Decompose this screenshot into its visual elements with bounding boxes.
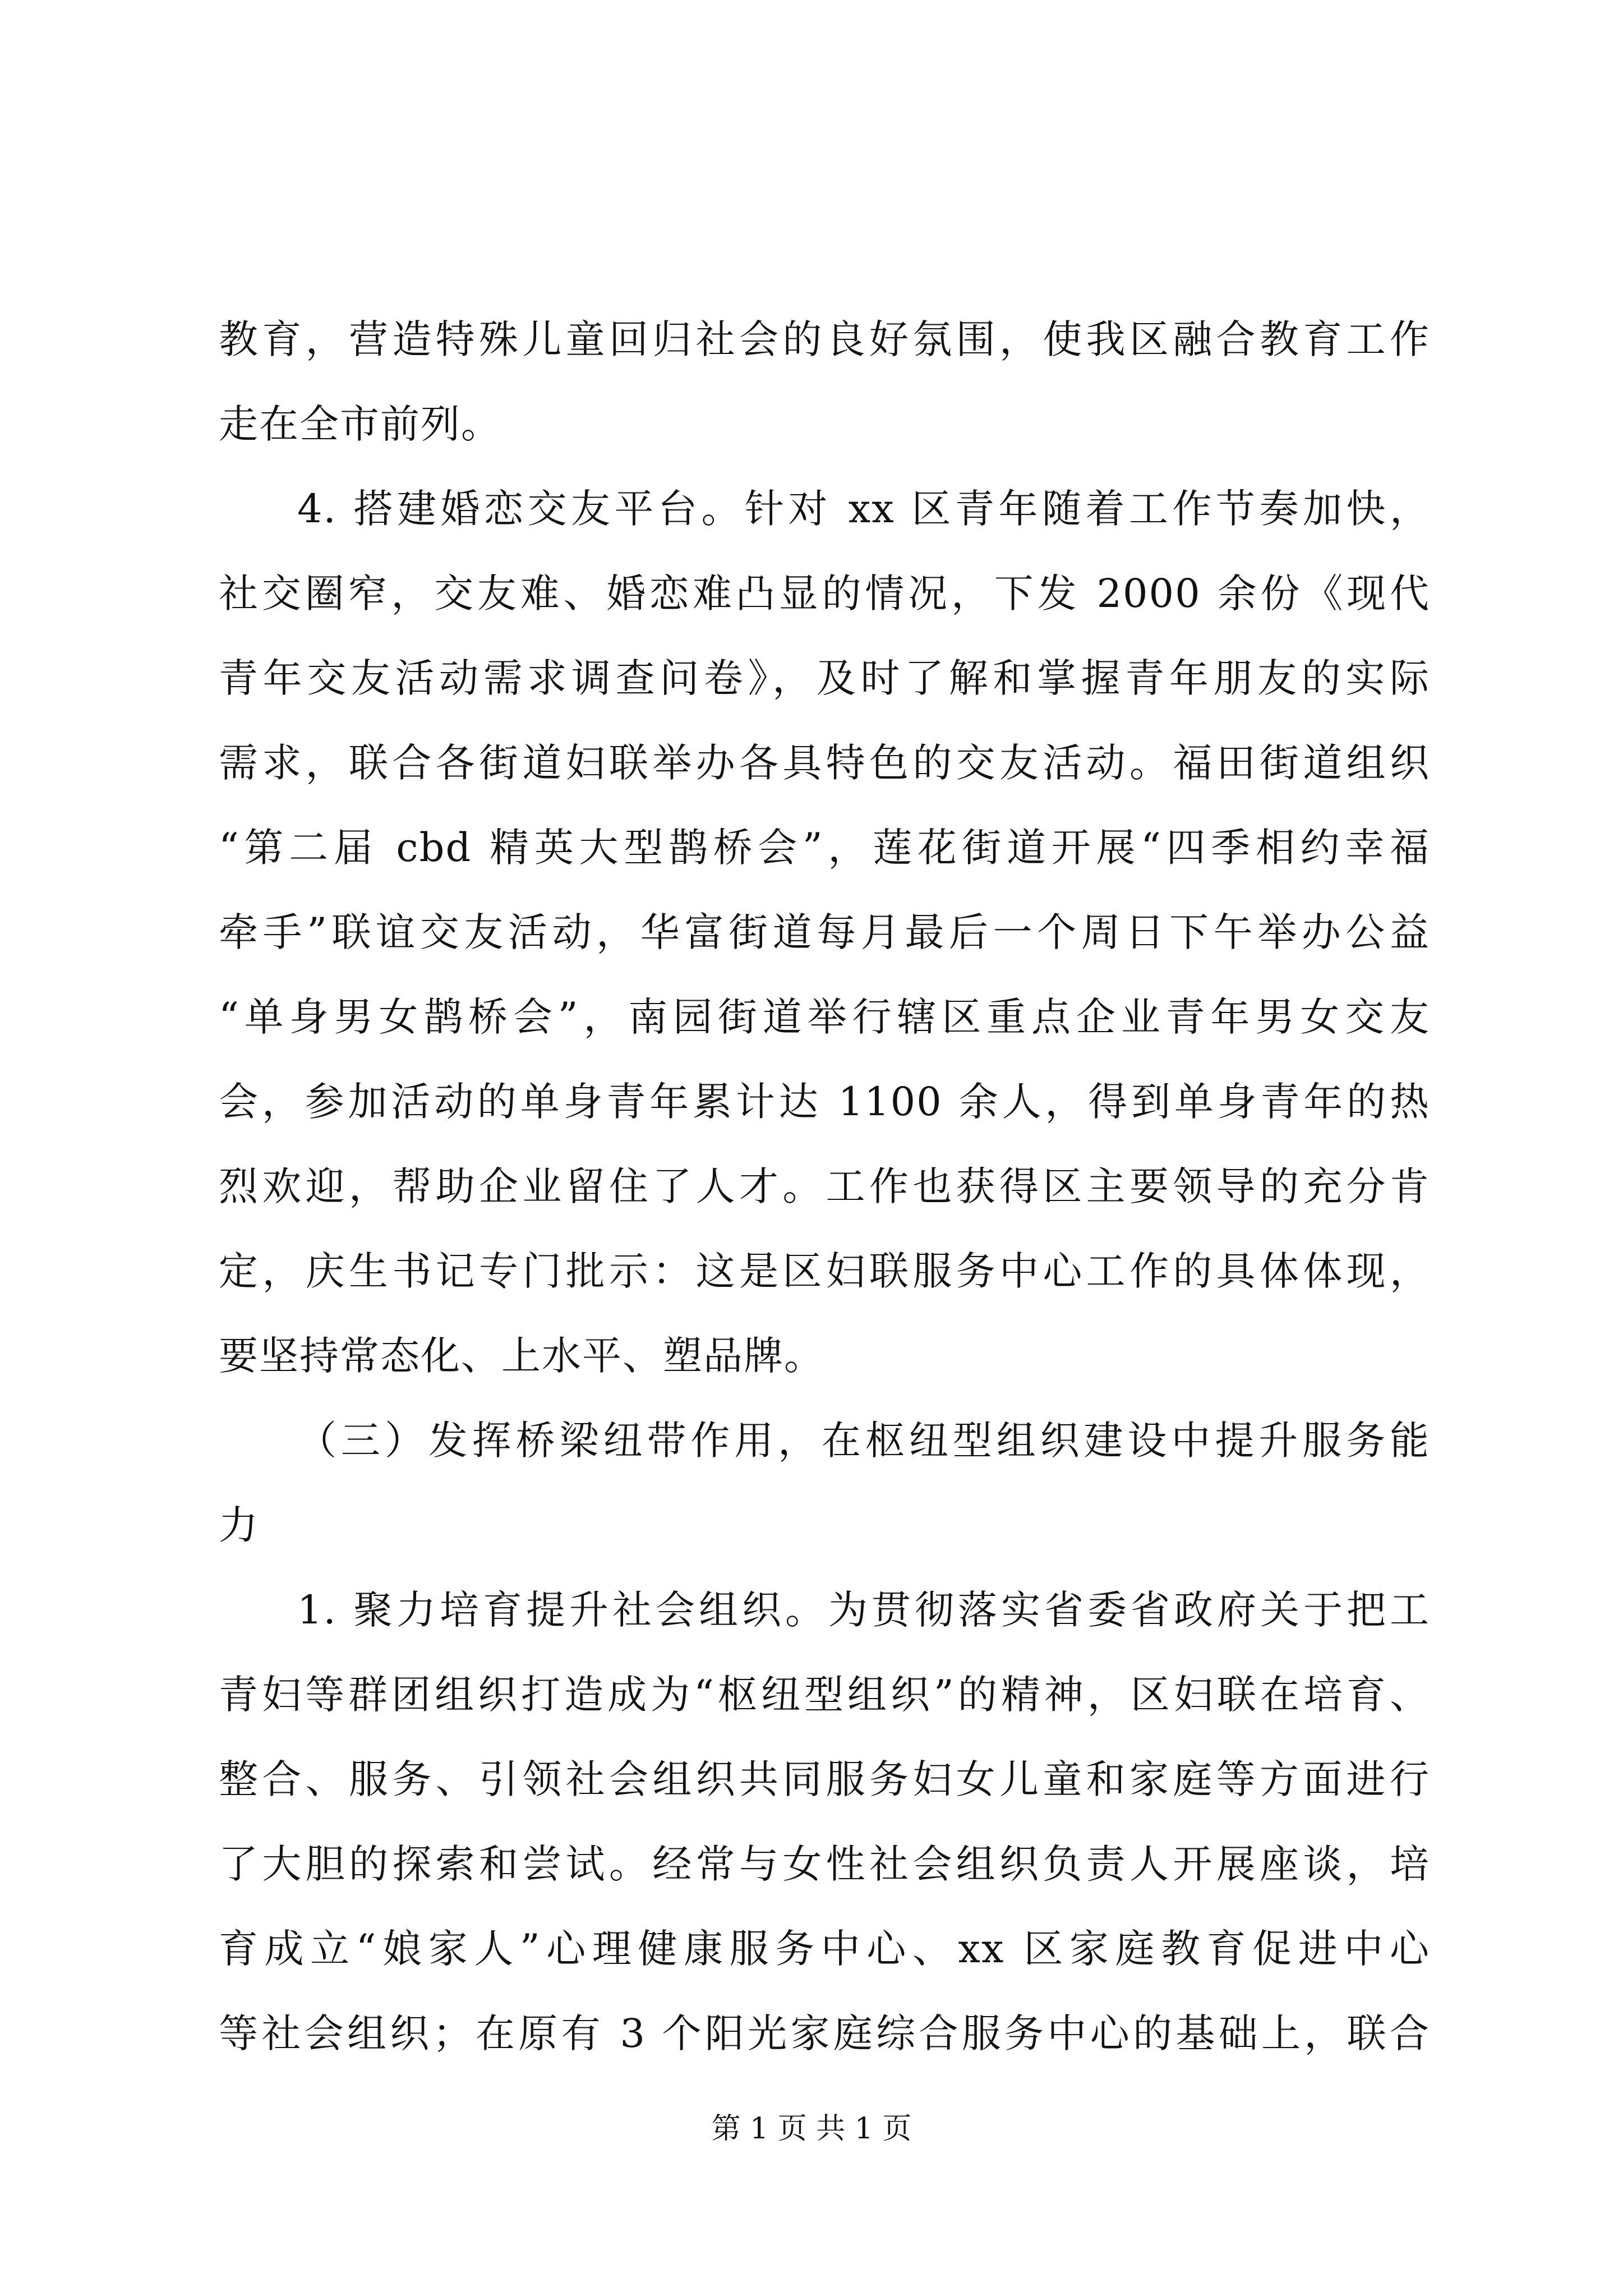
text-line: 了大胆的探索和尝试。经常与女性社会组织负责人开展座谈，培 [219, 1841, 1430, 1887]
text-line: 青年交友活动需求调查问卷》，及时了解和掌握青年朋友的实际 [219, 655, 1430, 701]
text-line: 育成立“娘家人”心理健康服务中心、xx 区家庭教育促进中心 [219, 1926, 1430, 1972]
section-heading-continued: 力 [219, 1502, 259, 1548]
text-line: 社交圈窄，交友难、婚恋难凸显的情况，下发 2000 余份《现代 [219, 570, 1430, 616]
text-line: 青妇等群团组织打造成为“枢纽型组织”的精神，区妇联在培育、 [219, 1672, 1430, 1718]
text-line: 走在全市前列。 [219, 401, 501, 447]
section-heading: （三）发挥桥梁纽带作用，在枢纽型组织建设中提升服务能 [297, 1418, 1430, 1464]
text-line: 教育，营造特殊儿童回归社会的良好氛围，使我区融合教育工作 [219, 316, 1430, 362]
text-line: 定，庆生书记专门批示：这是区妇联服务中心工作的具体体现， [219, 1248, 1430, 1294]
text-line: 要坚持常态化、上水平、塑品牌。 [219, 1333, 824, 1379]
text-line: 会，参加活动的单身青年累计达 1100 余人，得到单身青年的热 [219, 1079, 1430, 1125]
text-line: 烈欢迎，帮助企业留住了人才。工作也获得区主要领导的充分肯 [219, 1163, 1430, 1209]
paragraph-start-line: 4. 搭建婚恋交友平台。针对 xx 区青年随着工作节奏加快， [297, 486, 1430, 532]
page-number-footer: 第 1 页 共 1 页 [711, 2112, 912, 2146]
text-line: 牵手”联谊交友活动，华富街道每月最后一个周日下午举办公益 [219, 909, 1430, 955]
text-line: “第二届 cbd 精英大型鹊桥会”，莲花街道开展“四季相约幸福 [219, 825, 1430, 871]
paragraph-start-line: 1. 聚力培育提升社会组织。为贯彻落实省委省政府关于把工 [297, 1587, 1430, 1633]
text-line: 整合、服务、引领社会组织共同服务妇女儿童和家庭等方面进行 [219, 1756, 1430, 1802]
text-line: 需求，联合各街道妇联举办各具特色的交友活动。福田街道组织 [219, 740, 1430, 786]
text-line: 等社会组织；在原有 3 个阳光家庭综合服务中心的基础上，联合 [219, 2010, 1430, 2056]
text-line: “单身男女鹊桥会”，南园街道举行辖区重点企业青年男女交友 [219, 994, 1430, 1040]
